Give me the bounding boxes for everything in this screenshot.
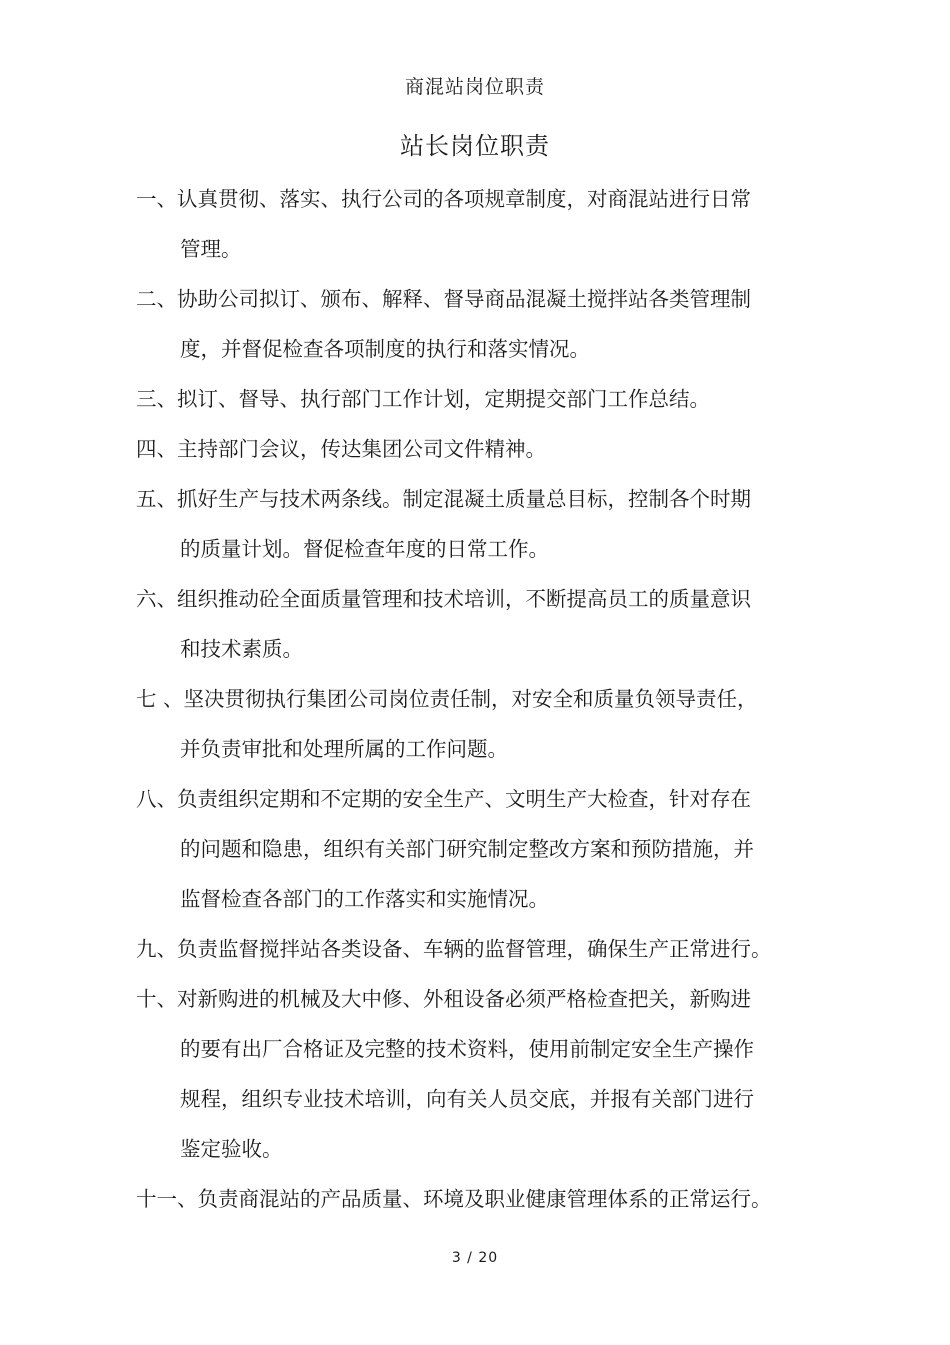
list-item-line-continued: 并负责审批和处理所属的工作问题。: [180, 737, 508, 761]
list-item-line-continued: 管理。: [180, 237, 242, 261]
document-header: 商混站岗位职责: [404, 76, 545, 98]
list-item-line-text: 主持部门会议，传达集团公司文件精神。: [177, 437, 546, 461]
page-number: 3 / 20: [451, 1250, 499, 1266]
list-item: [136, 924, 796, 974]
list-item: [136, 574, 796, 674]
list-item-text: [136, 924, 796, 974]
list-item-line-continued: 监督检查各部门的工作落实和实施情况。: [180, 887, 549, 911]
list-item: [136, 674, 796, 774]
list-item-line-text: 认真贯彻、落实、执行公司的各项规章制度，对商混站进行日常: [177, 187, 751, 211]
list-item: [136, 274, 796, 374]
list-item-text: [136, 274, 796, 374]
list-item-marker: 十一、: [136, 1187, 198, 1211]
duty-list: [136, 174, 796, 1224]
list-item-line-continued: 鉴定验收。: [180, 1137, 283, 1161]
list-item-line-text: 协助公司拟订、颁布、解释、督导商品混凝土搅拌站各类管理制: [177, 287, 751, 311]
list-item-marker: 二、: [136, 287, 177, 311]
list-item-line-first: [136, 674, 796, 724]
list-item-text: [136, 374, 796, 424]
list-item-line-text: 坚决贯彻执行集团公司岗位责任制，对安全和质量负领导责任，: [183, 687, 758, 711]
list-item: [136, 424, 796, 474]
list-item: [136, 474, 796, 574]
list-item-line-continued: 规程，组织专业技术培训，向有关人员交底，并报有关部门进行: [180, 1087, 754, 1111]
list-item-marker: 五、: [136, 487, 177, 511]
list-item-line-first: [136, 424, 796, 474]
list-item-line-text: 拟订、督导、执行部门工作计划，定期提交部门工作总结。: [177, 387, 710, 411]
list-item-line-continued: 的质量计划。督促检查年度的日常工作。: [180, 537, 549, 561]
list-item: [136, 974, 796, 1174]
list-item-line-first: [136, 474, 796, 524]
list-item-line-first: [136, 924, 796, 974]
list-item: [136, 1174, 796, 1224]
list-item-marker: 一、: [136, 187, 177, 211]
list-item-text: [136, 674, 796, 774]
list-item-line-first: [136, 374, 796, 424]
list-item-line-continued: 度，并督促检查各项制度的执行和落实情况。: [180, 337, 590, 361]
list-item-line-first: [136, 1174, 796, 1224]
list-item-marker: 三、: [136, 387, 177, 411]
list-item: [136, 774, 796, 924]
list-item-marker: 九、: [136, 937, 177, 961]
list-item-line-first: [136, 774, 796, 824]
list-item-marker: 六、: [136, 587, 177, 611]
list-item-text: [136, 424, 796, 474]
list-item-line-first: [136, 974, 796, 1024]
list-item-text: [136, 1174, 796, 1224]
list-item-line-first: [136, 274, 796, 324]
list-item-marker: 八、: [136, 787, 177, 811]
list-item-line-continued: 和技术素质。: [180, 637, 303, 661]
list-item-marker: 四、: [136, 437, 177, 461]
list-item-text: [136, 474, 796, 574]
list-item: [136, 374, 796, 424]
list-item-marker: 七 、: [136, 687, 184, 711]
list-item-line-text: 抓好生产与技术两条线。制定混凝土质量总目标，控制各个时期: [177, 487, 751, 511]
list-item-text: [136, 174, 796, 274]
list-item-text: [136, 774, 796, 924]
list-item-line-first: [136, 574, 796, 624]
list-item-line-text: 负责组织定期和不定期的安全生产、文明生产大检查，针对存在: [177, 787, 751, 811]
list-item-line-text: 组织推动砼全面质量管理和技术培训，不断提高员工的质量意识: [177, 587, 751, 611]
list-item-line-text: 对新购进的机械及大中修、外租设备必须严格检查把关，新购进: [177, 987, 751, 1011]
list-item-text: [136, 974, 796, 1174]
list-item-line-continued: 的要有出厂合格证及完整的技术资料，使用前制定安全生产操作: [180, 1037, 754, 1061]
list-item-marker: 十、: [136, 987, 177, 1011]
list-item-line-continued: 的问题和隐患，组织有关部门研究制定整改方案和预防措施，并: [180, 837, 754, 861]
list-item: [136, 174, 796, 274]
section-title: 站长岗位职责: [400, 132, 550, 160]
list-item-line-first: [136, 174, 796, 224]
list-item-text: [136, 574, 796, 674]
list-item-line-text: 负责商混站的产品质量、环境及职业健康管理体系的正常运行。: [197, 1187, 772, 1211]
list-item-line-text: 负责监督搅拌站各类设备、车辆的监督管理，确保生产正常进行。: [177, 937, 772, 961]
